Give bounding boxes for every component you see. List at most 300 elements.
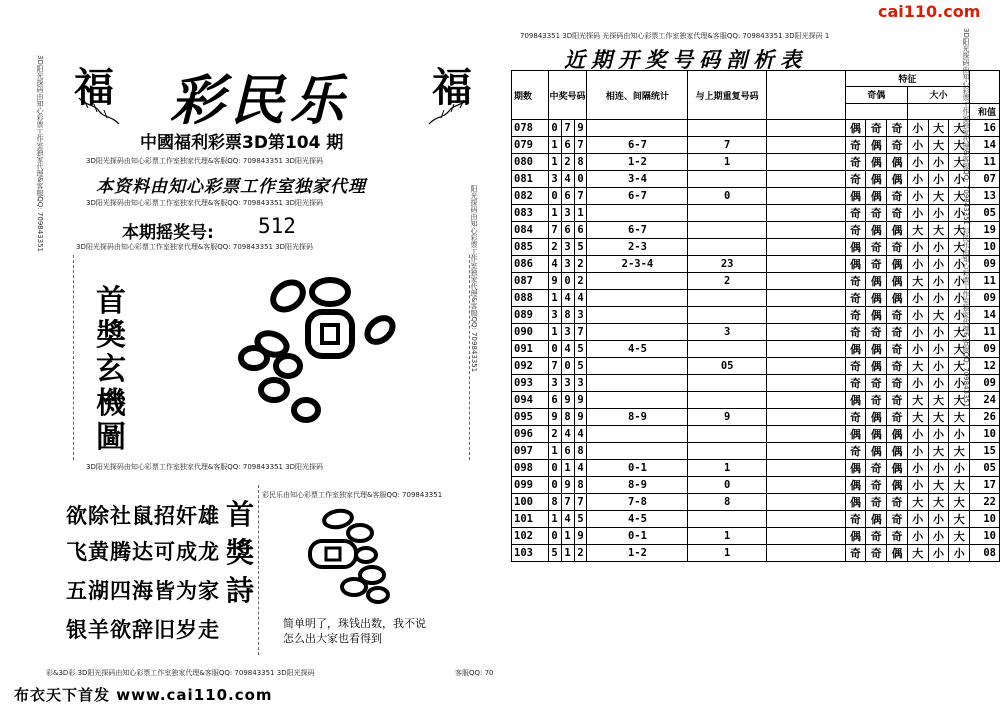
poem-title-char: 獎 [226,536,255,569]
blank-cell [766,324,845,341]
digit-cell: 1 [548,154,561,171]
period-cell: 102 [512,528,549,545]
odd-even-cell: 偶 [887,460,908,477]
big-small-cell: 小 [928,545,949,562]
blank-cell [766,358,845,375]
col-header-spacer [907,103,969,119]
odd-even-cell: 偶 [866,290,887,307]
odd-even-cell: 奇 [845,545,866,562]
digit-cell: 7 [561,120,574,137]
digit-cell: 8 [561,409,574,426]
digit-cell: 5 [574,341,587,358]
odd-even-cell: 偶 [845,120,866,137]
digit-cell: 7 [574,324,587,341]
adjacent-cell: 6-7 [587,137,688,154]
firecracker-right-icon [424,96,474,126]
digit-cell: 5 [548,545,561,562]
col-header-repeat: 与上期重复号码 [688,71,767,120]
big-small-cell: 小 [928,375,949,392]
odd-even-cell: 偶 [866,171,887,188]
xuanji-char: 玄 [96,352,126,387]
blank-cell [766,188,845,205]
digit-cell: 0 [561,273,574,290]
agency-line: 本资料由知心彩票工作室独家代理 [96,177,366,197]
sum-cell: 09 [970,290,1000,307]
big-small-cell: 小 [949,256,970,273]
adjacent-cell [587,443,688,460]
odd-even-cell: 偶 [866,409,887,426]
history-table-body [512,120,1000,562]
odd-even-cell: 偶 [866,137,887,154]
repeat-cell: 3 [688,324,767,341]
table-row [512,477,1000,494]
odd-even-cell: 偶 [845,341,866,358]
adjacent-cell: 6-7 [587,188,688,205]
big-small-cell: 大 [928,392,949,409]
table-row [512,375,1000,392]
big-small-cell: 小 [928,154,949,171]
sum-cell: 26 [970,409,1000,426]
digit-cell: 1 [548,290,561,307]
period-cell: 092 [512,358,549,375]
odd-even-cell: 偶 [887,171,908,188]
odd-even-cell: 奇 [866,494,887,511]
adjacent-cell [587,205,688,222]
odd-even-cell: 奇 [845,375,866,392]
adjacent-cell: 4-5 [587,341,688,358]
digit-cell: 3 [561,205,574,222]
adjacent-cell: 0-1 [587,528,688,545]
adjacent-cell [587,392,688,409]
col-header-numbers: 中奖号码 [548,71,587,120]
issue-line: 中國福利彩票3D第104 期 [140,133,344,153]
blank-cell [766,426,845,443]
blank-cell [766,443,845,460]
col-header-adjacent: 相连、间隔统计 [587,71,688,120]
odd-even-cell: 奇 [866,460,887,477]
period-cell: 087 [512,273,549,290]
adjacent-cell [587,358,688,375]
odd-even-cell: 奇 [887,324,908,341]
repeat-cell [688,426,767,443]
table-row [512,188,1000,205]
blank-cell [766,341,845,358]
table-row [512,460,1000,477]
poem-line: 五湖四海皆为家 [66,579,220,603]
big-small-cell: 小 [907,443,928,460]
odd-even-cell: 偶 [866,307,887,324]
odd-even-cell: 偶 [887,154,908,171]
digit-cell: 4 [561,426,574,443]
sum-cell: 11 [970,273,1000,290]
big-small-cell: 大 [907,392,928,409]
digit-cell: 7 [574,188,587,205]
odd-even-cell: 奇 [866,205,887,222]
blank-cell [766,307,845,324]
repeat-cell: 9 [688,409,767,426]
big-small-cell: 小 [907,375,928,392]
digit-cell: 4 [574,290,587,307]
odd-even-cell: 奇 [887,137,908,154]
big-small-cell: 大 [928,307,949,324]
blank-cell [766,273,845,290]
big-small-cell: 大 [949,137,970,154]
big-small-cell: 小 [907,426,928,443]
left-side-vertical-ad: 3D阳光探码由知心彩票工作室独家代理&客服QQ: 709843351 [36,55,44,252]
blank-cell [766,494,845,511]
sum-cell: 08 [970,545,1000,562]
digit-cell: 3 [574,375,587,392]
table-row [512,426,1000,443]
odd-even-cell: 奇 [887,120,908,137]
odd-even-cell: 偶 [866,358,887,375]
big-small-cell: 小 [907,528,928,545]
table-row [512,205,1000,222]
adjacent-cell [587,426,688,443]
repeat-cell: 1 [688,528,767,545]
site-badge: cai110.com [878,2,981,21]
period-cell: 078 [512,120,549,137]
digit-cell: 9 [574,120,587,137]
digit-cell: 9 [574,409,587,426]
period-cell: 084 [512,222,549,239]
blank-cell [766,171,845,188]
blank-cell [766,528,845,545]
big-small-cell: 小 [949,545,970,562]
blank-cell [766,239,845,256]
odd-even-cell: 奇 [845,290,866,307]
repeat-cell [688,511,767,528]
odd-even-cell: 奇 [845,409,866,426]
repeat-cell [688,307,767,324]
bottom-ad-strip-right: 客服QQ: 70 [455,669,494,677]
sum-cell: 19 [970,222,1000,239]
sum-cell: 15 [970,443,1000,460]
blank-cell [766,477,845,494]
big-small-cell: 小 [907,137,928,154]
table-row [512,137,1000,154]
repeat-cell [688,290,767,307]
digit-cell: 1 [561,528,574,545]
blank-cell [766,137,845,154]
period-cell: 089 [512,307,549,324]
col-header-odd-even: 奇偶 [845,87,907,103]
col-header-blank2 [970,71,1000,104]
big-small-cell: 大 [949,324,970,341]
repeat-cell [688,375,767,392]
odd-even-cell: 偶 [845,392,866,409]
big-small-cell: 大 [949,443,970,460]
big-small-cell: 大 [928,477,949,494]
big-small-cell: 大 [907,409,928,426]
big-small-cell: 小 [949,273,970,290]
period-cell: 090 [512,324,549,341]
big-small-cell: 小 [928,273,949,290]
odd-even-cell: 奇 [845,222,866,239]
repeat-cell [688,222,767,239]
odd-even-cell: 偶 [887,426,908,443]
big-small-cell: 小 [949,460,970,477]
big-small-cell: 大 [949,120,970,137]
odd-even-cell: 偶 [845,477,866,494]
digit-cell: 9 [561,477,574,494]
odd-even-cell: 奇 [887,409,908,426]
table-title: 近期开奖号码剖析表 [564,48,807,72]
blank-cell [766,290,845,307]
table-row [512,511,1000,528]
period-cell: 083 [512,205,549,222]
odd-even-cell: 偶 [887,443,908,460]
table-row [512,392,1000,409]
digit-cell: 3 [548,171,561,188]
digit-cell: 4 [561,290,574,307]
sum-cell: 11 [970,154,1000,171]
blank-cell [766,511,845,528]
blank-cell [766,545,845,562]
table-row [512,545,1000,562]
digit-cell: 2 [548,426,561,443]
odd-even-cell: 奇 [887,528,908,545]
period-cell: 088 [512,290,549,307]
odd-even-cell: 奇 [887,392,908,409]
digit-cell: 0 [574,171,587,188]
digit-cell: 1 [561,460,574,477]
big-small-cell: 小 [907,171,928,188]
period-cell: 103 [512,545,549,562]
digit-cell: 0 [548,460,561,477]
table-row [512,409,1000,426]
odd-even-cell: 奇 [845,511,866,528]
repeat-cell: 23 [688,256,767,273]
sum-cell: 16 [970,120,1000,137]
digit-cell: 6 [574,222,587,239]
big-small-cell: 小 [949,426,970,443]
odd-even-cell: 偶 [845,494,866,511]
repeat-cell [688,392,767,409]
digit-cell: 8 [574,477,587,494]
adjacent-cell [587,375,688,392]
adjacent-cell: 3-4 [587,171,688,188]
big-small-cell: 小 [928,239,949,256]
big-small-cell: 小 [907,307,928,324]
table-row [512,120,1000,137]
big-small-cell: 大 [907,545,928,562]
big-small-cell: 小 [907,324,928,341]
repeat-cell [688,443,767,460]
big-small-cell: 大 [907,273,928,290]
big-small-cell: 小 [928,205,949,222]
big-small-cell: 大 [928,409,949,426]
digit-cell: 3 [574,307,587,324]
odd-even-cell: 奇 [845,171,866,188]
ad-strip-1: 3D阳光探码由知心彩票工作室独家代理&客服QQ: 709843351 3D阳光探码 [86,157,324,165]
poem-line: 飞黄腾达可成龙 [66,540,220,564]
period-cell: 097 [512,443,549,460]
digit-cell: 3 [561,256,574,273]
digit-cell: 4 [561,341,574,358]
repeat-cell: 0 [688,188,767,205]
table-row [512,307,1000,324]
sum-cell: 09 [970,341,1000,358]
ad-strip-3: 3D阳光探码由知心彩票工作室独家代理&客服QQ: 709843351 3D阳光探码 [76,243,314,251]
big-small-cell: 大 [949,477,970,494]
digit-cell: 1 [561,545,574,562]
odd-even-cell: 偶 [866,511,887,528]
adjacent-cell: 2-3-4 [587,256,688,273]
digit-cell: 5 [574,358,587,375]
odd-even-cell: 奇 [866,256,887,273]
firecracker-left-icon [74,96,124,126]
period-cell: 091 [512,341,549,358]
right-panel-vertical-ad: 3D阳光探码由知心彩票工作室独家代理&客服QQ: 709843351 彩民乐由知心彩票工作室独家代理&客服QQ: 709843351 [962,28,970,408]
sum-cell: 17 [970,477,1000,494]
ad-strip-5: 彩民乐由知心彩票工作室独家代理&客服QQ: 709843351 [262,491,443,499]
digit-cell: 6 [561,443,574,460]
repeat-cell [688,341,767,358]
big-small-cell: 小 [928,171,949,188]
col-header-period: 期数 [512,71,549,120]
period-cell: 095 [512,409,549,426]
adjacent-cell: 1-2 [587,154,688,171]
digit-cell: 3 [561,375,574,392]
odd-even-cell: 奇 [845,154,866,171]
sum-cell: 13 [970,188,1000,205]
digit-cell: 0 [548,528,561,545]
odd-even-cell: 偶 [887,256,908,273]
sum-cell: 14 [970,137,1000,154]
right-side-vertical-ad: 阳光探码由知心彩票工作室独家代理&客服QQ: 709843351 [470,185,478,373]
big-small-cell: 小 [907,477,928,494]
adjacent-cell [587,273,688,290]
odd-even-cell: 偶 [845,239,866,256]
digit-cell: 9 [574,392,587,409]
odd-even-cell: 偶 [866,273,887,290]
xuanji-char: 機 [96,386,126,421]
big-small-cell: 小 [907,460,928,477]
sum-cell: 11 [970,324,1000,341]
digit-cell: 0 [548,188,561,205]
digit-cell: 5 [574,511,587,528]
adjacent-cell: 7-8 [587,494,688,511]
footer-text: 布衣天下首发 www.cai110.com [14,686,273,704]
digit-cell: 1 [548,511,561,528]
odd-even-cell: 奇 [866,120,887,137]
period-cell: 086 [512,256,549,273]
big-small-cell: 小 [949,375,970,392]
repeat-cell: 1 [688,460,767,477]
digit-cell: 7 [548,222,561,239]
repeat-cell: 1 [688,154,767,171]
big-small-cell: 小 [907,188,928,205]
odd-even-cell: 偶 [866,443,887,460]
adjacent-cell [587,290,688,307]
ad-strip-4: 3D阳光探码由知心彩票工作室独家代理&客服QQ: 709843351 3D阳光探码 [86,463,324,471]
repeat-cell [688,120,767,137]
fu-character-right: 福 [432,64,472,111]
table-row [512,239,1000,256]
table-row [512,256,1000,273]
table-row [512,528,1000,545]
odd-even-cell: 偶 [887,222,908,239]
blank-cell [766,409,845,426]
big-small-cell: 小 [949,290,970,307]
sum-cell: 10 [970,528,1000,545]
odd-even-cell: 偶 [866,426,887,443]
digit-cell: 2 [548,239,561,256]
odd-even-cell: 偶 [845,256,866,273]
digit-cell: 7 [574,137,587,154]
table-row [512,154,1000,171]
odd-even-cell: 奇 [845,358,866,375]
coin-chain-picture [298,505,398,605]
odd-even-cell: 奇 [866,477,887,494]
odd-even-cell: 偶 [845,528,866,545]
digit-cell: 8 [574,154,587,171]
digit-cell: 7 [561,494,574,511]
odd-even-cell: 偶 [887,477,908,494]
top-ad-strip: 709843351 3D阳光探码 光探码由知心彩票工作室独家代理&客服QQ: 709843351 3D阳光探码 1 [520,32,830,40]
big-small-cell: 小 [928,324,949,341]
draw-label: 本期摇奖号: [122,223,214,243]
odd-even-cell: 奇 [866,375,887,392]
digit-cell: 9 [574,528,587,545]
odd-even-cell: 奇 [866,239,887,256]
digit-cell: 5 [574,239,587,256]
adjacent-cell: 4-5 [587,511,688,528]
digit-cell: 4 [561,511,574,528]
big-small-cell: 大 [928,188,949,205]
poem-title-char: 首 [226,498,255,531]
big-small-cell: 小 [949,171,970,188]
big-small-cell: 小 [907,290,928,307]
table-row [512,324,1000,341]
big-small-cell: 小 [928,528,949,545]
table-row [512,290,1000,307]
fu-character-left: 福 [74,64,114,111]
history-table [511,70,1000,562]
digit-cell: 4 [561,171,574,188]
digit-cell: 8 [548,494,561,511]
digit-cell: 3 [561,239,574,256]
digit-cell: 1 [574,205,587,222]
digit-cell: 7 [548,358,561,375]
sum-cell: 05 [970,460,1000,477]
period-cell: 080 [512,154,549,171]
table-row [512,341,1000,358]
repeat-cell [688,239,767,256]
repeat-cell: 2 [688,273,767,290]
odd-even-cell: 奇 [887,205,908,222]
digit-cell: 8 [561,307,574,324]
sum-cell: 07 [970,171,1000,188]
blank-cell [766,120,845,137]
big-small-cell: 大 [928,137,949,154]
big-small-cell: 大 [907,222,928,239]
period-cell: 098 [512,460,549,477]
big-small-cell: 大 [949,528,970,545]
draw-number: 512 [258,214,296,238]
table-row [512,358,1000,375]
table-row [512,222,1000,239]
big-small-cell: 小 [907,511,928,528]
adjacent-cell [587,120,688,137]
poem-line: 银羊欲辞旧岁走 [66,618,220,642]
adjacent-cell: 8-9 [587,409,688,426]
big-small-cell: 小 [907,154,928,171]
big-small-cell: 小 [949,307,970,324]
digit-cell: 3 [548,375,561,392]
digit-cell: 8 [574,443,587,460]
